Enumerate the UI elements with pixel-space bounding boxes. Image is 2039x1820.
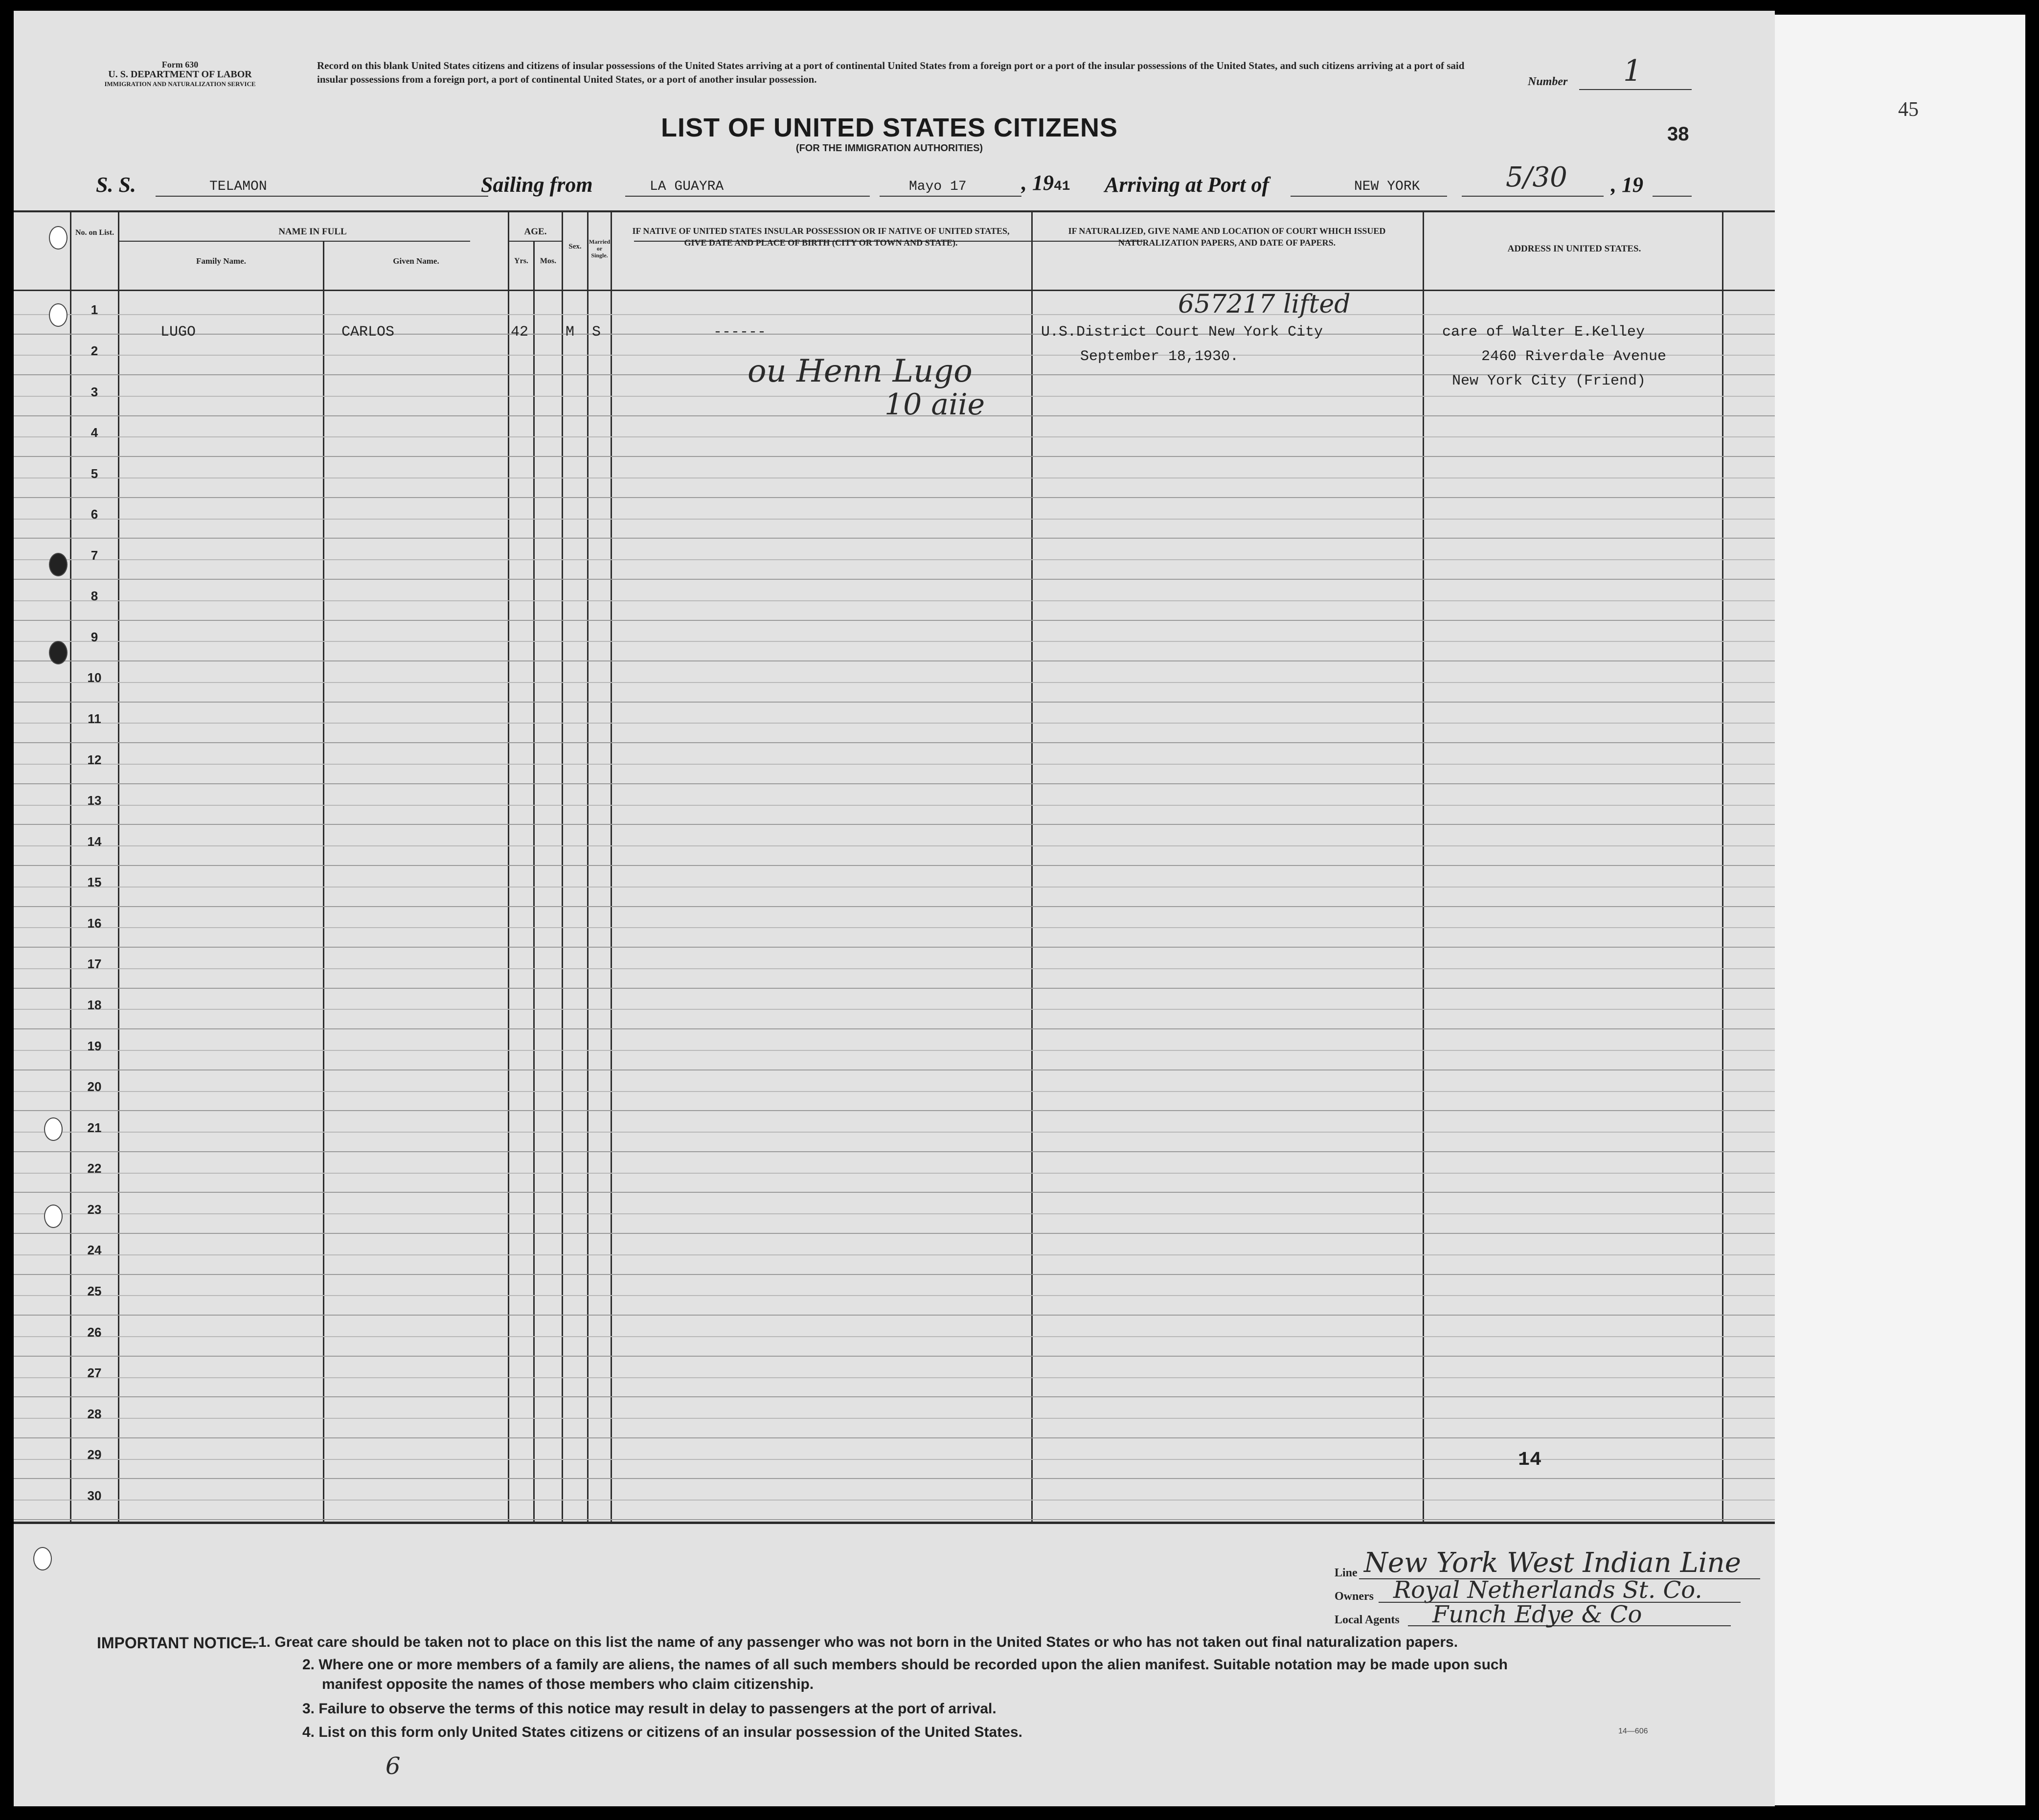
- arrival-year: , 19: [1611, 173, 1643, 197]
- row-number: 18: [87, 998, 102, 1012]
- line-value: New York West Indian Line: [1364, 1547, 1741, 1579]
- entry-certificate-handwritten: 657217 lifted: [1178, 290, 1351, 319]
- row-number: 9: [91, 630, 98, 644]
- row-number: 10: [87, 670, 102, 685]
- row-line: [14, 1233, 1775, 1234]
- row-number: 6: [91, 507, 98, 522]
- row-number: 5: [91, 466, 98, 481]
- row-midline: [14, 1009, 1775, 1010]
- row-number: 17: [87, 956, 102, 971]
- row-midline: [14, 764, 1775, 765]
- row-line: [14, 538, 1775, 539]
- number-label: Number: [1528, 75, 1568, 88]
- name-subdivider: [118, 241, 470, 242]
- entry-given-name: CARLOS: [341, 324, 395, 341]
- owners-value: Royal Netherlands St. Co.: [1393, 1576, 1702, 1604]
- entry-family-name: LUGO: [160, 324, 196, 341]
- entry-age: 42: [511, 324, 529, 341]
- row-line: [14, 660, 1775, 661]
- row-number: 28: [87, 1407, 102, 1421]
- row-line: [14, 620, 1775, 621]
- notice-item-1: —1. Great care should be taken not to place on this list the name of any passenger who was not born in the United States or who has not taken out final naturalization papers.: [244, 1634, 1458, 1650]
- row-number: 12: [87, 752, 102, 767]
- manifest-sheet: [14, 11, 1775, 1806]
- arrival-port: NEW YORK: [1354, 179, 1420, 194]
- row-midline: [14, 927, 1775, 928]
- row-line: [14, 456, 1775, 457]
- punch-hole: [33, 1547, 52, 1570]
- row-number: 30: [87, 1488, 102, 1503]
- punch-hole: [49, 226, 68, 250]
- ship-underline: [156, 196, 488, 197]
- row-midline: [14, 1173, 1775, 1174]
- row-line: [14, 1437, 1775, 1438]
- punch-hole: [44, 1117, 63, 1141]
- header-address: ADDRESS IN UNITED STATES.: [1507, 244, 1641, 254]
- row-midline: [14, 314, 1775, 315]
- row-number: 19: [87, 1039, 102, 1053]
- arriving-label: Arriving at Port of: [1105, 173, 1269, 197]
- row-line: [14, 1192, 1775, 1193]
- punch-hole: [44, 1205, 63, 1228]
- department-name: U. S. DEPARTMENT OF LABOR: [108, 69, 252, 80]
- col-divider-given: [323, 241, 324, 1523]
- row-number: 29: [87, 1447, 102, 1462]
- departure-date: Mayo 17: [909, 179, 967, 194]
- arrival-underline: [1462, 196, 1604, 197]
- row-line: [14, 865, 1775, 866]
- row-number: 7: [91, 548, 98, 563]
- header-age: AGE.: [524, 227, 547, 237]
- row-number: 26: [87, 1325, 102, 1340]
- row-line: [14, 1356, 1775, 1357]
- row-line: [14, 1315, 1775, 1316]
- notice-item-4: 4. List on this form only United States citizens or citizens of an insular possession of the United States.: [302, 1724, 1022, 1740]
- row-number: 8: [91, 589, 98, 603]
- arrival-year-text: 19: [1622, 173, 1643, 197]
- row-number: 25: [87, 1284, 102, 1298]
- row-midline: [14, 968, 1775, 969]
- col-divider-sex: [562, 211, 563, 1523]
- row-number: 14: [87, 834, 102, 849]
- header-given-name: Given Name.: [393, 256, 439, 266]
- row-number: 21: [87, 1120, 102, 1135]
- bottom-mark: 6: [385, 1752, 401, 1780]
- entry-marital: S: [592, 324, 601, 341]
- row-midline: [14, 1213, 1775, 1214]
- row30-note: 14: [1518, 1449, 1542, 1471]
- entry-address-line1: care of Walter E.Kelley: [1442, 324, 1645, 341]
- punch-hole: [49, 303, 68, 327]
- row-number: 3: [91, 385, 98, 399]
- sailing-label: Sailing from: [481, 173, 593, 197]
- row-midline: [14, 1500, 1775, 1501]
- row-midline: [14, 600, 1775, 601]
- form-subtitle: (FOR THE IMMIGRATION AUTHORITIES): [795, 143, 983, 154]
- service-name: IMMIGRATION AND NATURALIZATION SERVICE: [104, 80, 256, 88]
- agents-value: Funch Edye & Co: [1432, 1601, 1642, 1628]
- row-line: [14, 702, 1775, 703]
- row-line: [14, 1274, 1775, 1275]
- row-midline: [14, 682, 1775, 683]
- entry-address-line3: New York City (Friend): [1452, 373, 1646, 389]
- row-line: [14, 1151, 1775, 1152]
- header-yrs: Yrs.: [514, 257, 528, 265]
- col-divider-native: [611, 211, 612, 1523]
- row-line: [14, 906, 1775, 907]
- entry-sex: M: [566, 324, 575, 341]
- header-family-name: Family Name.: [196, 256, 246, 266]
- row-line: [14, 988, 1775, 989]
- row-line: [14, 1478, 1775, 1479]
- row-midline: [14, 1132, 1775, 1133]
- row-number: 27: [87, 1365, 102, 1380]
- arrival-year-underline: [1653, 196, 1692, 197]
- row-midline: [14, 1459, 1775, 1460]
- col-divider-right: [1722, 211, 1723, 1523]
- row-midline: [14, 1336, 1775, 1337]
- col-divider-age: [508, 211, 509, 1523]
- form-instructions: Record on this blank United States citizens and citizens of insular possessions of the United States arriving at a port of continental United States from a foreign port or a port of the insular possessions of the United States, and such citizens arriving at a port of said insular possessions from a foreign port, a port of continental United States, or a port of another insular possession.: [317, 60, 1465, 85]
- owners-label: Owners: [1335, 1590, 1374, 1603]
- line-label: Line: [1335, 1567, 1358, 1579]
- row-midline: [14, 845, 1775, 846]
- notice-item-3: 3. Failure to observe the terms of this notice may result in delay to passengers at the port of arrival.: [302, 1701, 997, 1717]
- entry-native-handwritten-1: ou Henn Lugo: [748, 353, 973, 389]
- row-midline: [14, 641, 1775, 642]
- header-married: Married or Single.: [589, 238, 611, 259]
- row-midline: [14, 559, 1775, 560]
- age-subdivider: [508, 241, 562, 242]
- row-number: 13: [87, 793, 102, 808]
- row-midline: [14, 1091, 1775, 1092]
- col-divider-address: [1423, 211, 1424, 1523]
- row-midline: [14, 519, 1775, 520]
- departure-year: , 1941: [1021, 171, 1070, 195]
- notice-item-2b: manifest opposite the names of those members who claim citizenship.: [322, 1676, 814, 1692]
- col-divider-married: [587, 211, 589, 1523]
- row-midline: [14, 723, 1775, 724]
- row-number: 23: [87, 1202, 102, 1217]
- row-line: [14, 497, 1775, 498]
- row-line: [14, 742, 1775, 743]
- row-line: [14, 824, 1775, 825]
- print-code: 14—606: [1618, 1727, 1648, 1735]
- form-title: LIST OF UNITED STATES CITIZENS: [661, 113, 1118, 142]
- form-number: Form 630: [161, 60, 199, 69]
- header-no: No. on List.: [75, 228, 114, 237]
- arrival-date: 5/30: [1506, 161, 1567, 193]
- row-midline: [14, 436, 1775, 437]
- notice-item-2a: 2. Where one or more members of a family are aliens, the names of all such members should be recorded upon the alien manifest. Suitable notation may be made upon such: [302, 1657, 1508, 1673]
- punch-hole: [49, 553, 68, 576]
- departure-port: LA GUAYRA: [650, 179, 724, 194]
- header-name-full: NAME IN FULL: [278, 227, 347, 237]
- header-native: IF NATIVE OF UNITED STATES INSULAR POSSESSION OR IF NATIVE OF UNITED STATES, GIVE DATE AND PLACE OF BIRTH (CITY OR TOWN AND STATE).: [632, 226, 1010, 248]
- row-midline: [14, 805, 1775, 806]
- row-number: 15: [87, 875, 102, 889]
- row-number: 4: [91, 425, 98, 440]
- agents-label: Local Agents: [1335, 1614, 1400, 1626]
- row-midline: [14, 1050, 1775, 1051]
- row-number: 2: [91, 343, 98, 358]
- date-underline: [880, 196, 1021, 197]
- entry-address-line2: 2460 Riverdale Avenue: [1481, 348, 1667, 365]
- row-line: [14, 1028, 1775, 1029]
- entry-court-line1: U.S.District Court New York City: [1041, 324, 1323, 341]
- row-line: [14, 1519, 1775, 1520]
- form-identifier: [77, 60, 283, 89]
- row-number: 11: [88, 711, 101, 726]
- row-number: 24: [87, 1243, 102, 1257]
- row-line: [14, 783, 1775, 784]
- sheet-number: 38: [1667, 123, 1689, 145]
- year-suffix: 41: [1054, 179, 1070, 194]
- row-line: [14, 1110, 1775, 1111]
- row-number: 1: [91, 302, 98, 317]
- row-midline: [14, 1295, 1775, 1296]
- ship-name: TELAMON: [209, 179, 267, 194]
- header-sex: Sex.: [568, 243, 582, 250]
- row-midline: [14, 1418, 1775, 1419]
- row-line: [14, 579, 1775, 580]
- row-number: 22: [87, 1161, 102, 1176]
- departure-underline: [625, 196, 870, 197]
- row-line: [14, 1069, 1775, 1070]
- entry-court-line2: September 18,1930.: [1080, 348, 1239, 365]
- row-line: [14, 947, 1775, 948]
- underlying-page: [1771, 15, 2025, 1805]
- entry-native: ------: [713, 324, 767, 341]
- header-mos: Mos.: [540, 257, 557, 265]
- number-underline: [1579, 89, 1692, 90]
- table-top-border: [14, 210, 1775, 212]
- entry-native-handwritten-2: 10 aiie: [884, 387, 985, 422]
- col-divider-naturalized: [1031, 211, 1033, 1523]
- notice-heading: IMPORTANT NOTICE.: [97, 1634, 257, 1652]
- punch-hole: [49, 641, 68, 664]
- underlying-page-number: 45: [1898, 98, 1919, 121]
- header-naturalized: IF NATURALIZED, GIVE NAME AND LOCATION OF COURT WHICH ISSUED NATURALIZATION PAPERS, AND DATE OF PAPERS.: [1068, 226, 1386, 248]
- table-bottom-border: [14, 1522, 1775, 1524]
- row-number: 16: [87, 916, 102, 931]
- number-value: 1: [1623, 54, 1642, 88]
- row-midline: [14, 1254, 1775, 1255]
- port-underline: [1291, 196, 1447, 197]
- col-divider-mos: [533, 241, 535, 1523]
- header-bottom-border: [14, 290, 1775, 291]
- ss-label: S. S.: [96, 173, 136, 197]
- row-number: 20: [87, 1079, 102, 1094]
- row-line: [14, 1396, 1775, 1397]
- row-midline: [14, 1377, 1775, 1378]
- year-prefix: 19: [1032, 171, 1054, 195]
